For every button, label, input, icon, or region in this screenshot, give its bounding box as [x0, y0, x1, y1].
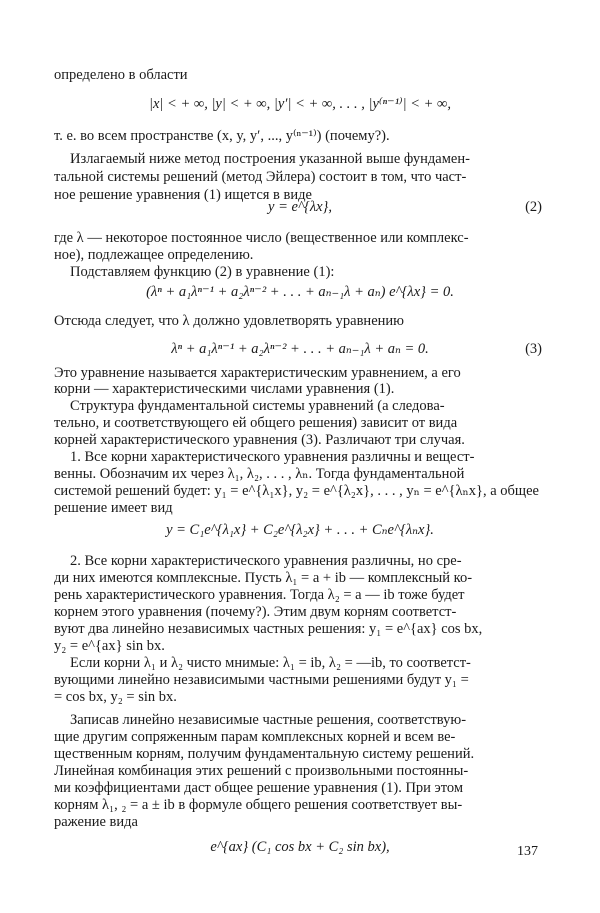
text-line: корни — характеристическими числами уравнения (1). — [54, 381, 395, 397]
text-line: вующими линейно независимыми частными решениями будут y₁ = — [54, 672, 469, 688]
text-line: ди них имеются комплексные. Пусть λ₁ = a + ib — комплексный ко- — [54, 570, 473, 586]
text-line: т. е. во всем пространстве (x, y, y′, ..., y⁽ⁿ⁻¹⁾) (почему?). — [54, 128, 390, 144]
equation-2: y = e^{λx}, — [268, 199, 332, 215]
text-line: корней характеристического уравнения (3). Различают три случая. — [54, 432, 465, 448]
case-2-heading: 2. Все корни характеристического уравнения различны, но сре- — [70, 553, 462, 569]
equation-substitution: (λⁿ + a₁λⁿ⁻¹ + a₂λⁿ⁻² + . . . + aₙ₋₁λ + aₙ) e^{λx} = 0. — [146, 284, 454, 300]
text-line: решение имеет вид — [54, 500, 173, 516]
text-line: корнем этого уравнения (почему?). Этим двум корням соответст- — [54, 604, 457, 620]
text-line: ное решение уравнения (1) ищется в виде — [54, 187, 312, 203]
text-line: определено в области — [54, 67, 188, 83]
equation-number-3: (3) — [525, 341, 542, 357]
paragraph-start: Записав линейно независимые частные решения, соответствую- — [70, 712, 467, 728]
text-line: Линейная комбинация этих решений с произвольными постоянны- — [54, 763, 469, 779]
text-line: щественным корням, получим фундаментальную систему решений. — [54, 746, 475, 762]
paragraph-start: Структура фундаментальной системы уравнений (а следова- — [70, 398, 445, 414]
text-line: y₂ = e^{ax} sin bx. — [54, 638, 165, 654]
text-line: щие другим сопряженным парам комплексных корней и всем ве- — [54, 729, 456, 745]
page-number: 137 — [517, 844, 538, 859]
text-line: рень характеристического уравнения. Тогда λ₂ = a — ib тоже будет — [54, 587, 465, 603]
text-line: системой решений будет: y₁ = e^{λ₁x}, y₂ = e^{λ₂x}, . . . , yₙ = e^{λₙx}, а общее — [54, 483, 539, 499]
equation-3: λⁿ + a₁λⁿ⁻¹ + a₂λⁿ⁻² + . . . + aₙ₋₁λ + aₙ = 0. — [171, 341, 429, 357]
text-line: венны. Обозначим их через λ₁, λ₂, . . . , λₙ. Тогда фундаментальной — [54, 466, 465, 482]
text-line: вуют два линейно независимых частных решения: y₁ = e^{ax} cos bx, — [54, 621, 483, 637]
paragraph-start: Если корни λ₁ и λ₂ чисто мнимые: λ₁ = ib, λ₂ = —ib, то соответст- — [70, 655, 471, 671]
text-line: тельно, и соответствующего ей общего решения) зависит от вида — [54, 415, 458, 431]
case-1-heading: 1. Все корни характеристического уравнения различны и вещест- — [70, 449, 475, 465]
equation-number-2: (2) — [525, 199, 542, 215]
text-line: ражение вида — [54, 814, 138, 830]
paragraph-start: Излагаемый ниже метод построения указанной выше фундамен- — [70, 151, 470, 167]
text-line: ное), подлежащее определению. — [54, 247, 254, 263]
text-line: = cos bx, y₂ = sin bx. — [54, 689, 177, 705]
text-line: Отсюда следует, что λ должно удовлетворять уравнению — [54, 313, 404, 329]
equation-general-solution: y = C₁e^{λ₁x} + C₂e^{λ₂x} + . . . + Cₙe^{λₙx}. — [166, 522, 434, 538]
equation-complex-term: e^{ax} (C₁ cos bx + C₂ sin bx), — [210, 839, 390, 855]
text-line: Это уравнение называется характеристическим уравнением, а его — [54, 365, 461, 381]
text-line: корням λ₁, ₂ = a ± ib в формуле общего решения соответствует вы- — [54, 797, 463, 813]
text-line: тальной системы решений (метод Эйлера) состоит в том, что част- — [54, 169, 467, 185]
text-line: где λ — некоторое постоянное число (вещественное или комплекс- — [54, 230, 469, 246]
text-line: ми коэффициентами даст общее решение уравнения (1). При этом — [54, 780, 464, 796]
equation-domain: |x| < + ∞, |y| < + ∞, |y′| < + ∞, . . . , |y⁽ⁿ⁻¹⁾| < + ∞, — [149, 96, 451, 112]
paragraph-start: Подставляем функцию (2) в уравнение (1): — [70, 264, 335, 280]
